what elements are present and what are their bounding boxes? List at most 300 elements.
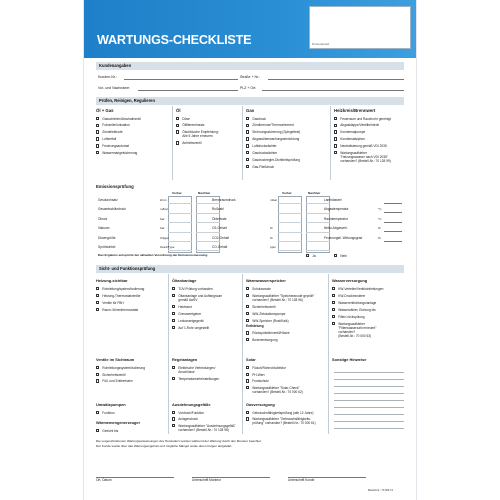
pruefen-item[interactable] [246, 130, 300, 134]
sicht-item[interactable] [96, 373, 126, 377]
sicht-item[interactable] [96, 411, 115, 415]
sicht-item[interactable] [246, 312, 285, 316]
sicht-item[interactable] [246, 294, 314, 302]
sicht-item[interactable] [96, 366, 145, 370]
pruefen-item[interactable] [246, 117, 266, 121]
hinweis-line[interactable] [334, 407, 404, 408]
emission-value-line[interactable] [384, 212, 402, 213]
checkbox-label: Grenzwertgeber [178, 311, 202, 316]
checkbox-label: Filter/-rückspülung [338, 314, 365, 319]
pruefen-item[interactable] [246, 123, 294, 127]
sicht-item[interactable] [172, 424, 236, 432]
pruefen-item[interactable] [176, 141, 201, 145]
checkbox[interactable] [96, 301, 99, 304]
sicht-item[interactable] [96, 308, 138, 312]
checkbox[interactable] [334, 151, 337, 154]
sicht-item[interactable] [332, 287, 383, 291]
emission-label: Gesdurchsatz [98, 198, 118, 202]
checkbox[interactable] [246, 411, 249, 414]
checkbox[interactable] [96, 117, 99, 120]
pruefen-item[interactable] [334, 123, 379, 127]
field-name[interactable] [138, 90, 238, 91]
checkbox[interactable] [246, 319, 249, 322]
checkbox[interactable] [96, 144, 99, 147]
emission-row-divider [196, 232, 220, 233]
emission-value-line[interactable] [384, 241, 402, 242]
checkbox[interactable] [334, 144, 337, 147]
checkbox-label: Flüsch/Rohrrohkollektor [252, 366, 286, 370]
field-kunden-nr[interactable] [124, 79, 238, 80]
result-nein-checkbox[interactable] [334, 254, 347, 258]
checkbox-label: Heizung-Thermostatventile [102, 293, 141, 298]
pruefen-item[interactable] [334, 137, 365, 141]
footer-note-1: Die vorgeschriebenen Wartungsanweisungen des Herstellers wurden während der Wartung durch den Monteur beachtet. [96, 439, 262, 443]
sicht-item[interactable] [246, 287, 271, 291]
emission-label: Lambdawert [324, 198, 342, 202]
sicht-item[interactable] [172, 287, 213, 291]
sicht-column-head: Wasserversorgung [332, 278, 368, 283]
checkbox[interactable] [246, 379, 249, 382]
order-number: Bestell-Nr.: 70 009 74 [368, 489, 393, 492]
checkbox-label: Elektrische Verbindungen/ Anschlüsse [178, 366, 216, 374]
emission-row-divider [306, 241, 330, 242]
checkbox[interactable] [332, 308, 335, 311]
sicht-item[interactable] [96, 294, 140, 298]
sicht-item[interactable] [332, 322, 376, 338]
pruefen-column-head: Gas [246, 108, 255, 113]
checkbox[interactable] [96, 151, 99, 154]
sicht-item[interactable] [332, 315, 365, 319]
checkbox[interactable] [332, 322, 335, 325]
sicht-column-head: Regelanlagen [172, 357, 198, 362]
pruefen-item[interactable] [176, 130, 219, 138]
checkbox[interactable] [172, 294, 175, 297]
pruefen-item[interactable] [246, 137, 299, 141]
pruefen-column-head: Öl + Gas [96, 108, 114, 113]
checkbox[interactable] [172, 411, 175, 414]
checkbox-label: Rohrleitungssystem/Isolierung [102, 366, 145, 370]
checkbox[interactable] [246, 366, 249, 369]
checkbox[interactable] [96, 366, 99, 369]
checkbox-label: Gasdruckwächter [252, 151, 278, 155]
column-divider [330, 106, 331, 180]
checkbox[interactable] [246, 151, 249, 154]
document-title: WARTUNGS-CHECKLISTE [97, 33, 252, 47]
emission-unit: bar [160, 216, 165, 221]
checkbox[interactable] [334, 117, 337, 120]
checkbox-label: Luftdruckwächter [252, 144, 277, 149]
pruefen-item[interactable] [96, 151, 137, 155]
label-unterschrift-kunde: Unterschrift Kunde [288, 478, 315, 482]
label-kunden-nr: Kunden-Nr.: [98, 75, 117, 79]
emission-value-line[interactable] [384, 222, 402, 223]
column-head-nachher: Nachher [308, 191, 321, 195]
emission-heading: Emissionsprüfung [96, 184, 134, 189]
hinweis-line[interactable] [334, 386, 404, 387]
emission-row-divider [278, 241, 302, 242]
emission-row-divider [168, 203, 192, 204]
checkbox[interactable] [96, 287, 99, 290]
checkbox-label: Gas-Fließdruck [252, 164, 275, 169]
checkbox[interactable] [246, 373, 249, 376]
pruefen-item[interactable] [334, 130, 365, 134]
pruefen-item[interactable] [96, 130, 123, 134]
company-stamp-box[interactable] [309, 6, 411, 49]
checkbox-label: Kondensatpumpe [340, 130, 366, 135]
sicht-item[interactable] [332, 294, 365, 298]
sicht-item[interactable] [246, 386, 303, 394]
pruefen-item[interactable] [246, 158, 300, 162]
nachher-column[interactable] [306, 196, 330, 253]
checkbox[interactable] [96, 308, 99, 311]
hinweis-line[interactable] [334, 428, 404, 429]
sicht-item[interactable] [96, 379, 133, 383]
emission-value-line[interactable] [384, 231, 402, 232]
sicht-item[interactable] [96, 287, 144, 291]
checkbox[interactable] [96, 379, 99, 382]
checkbox-label: Funktion [102, 410, 115, 415]
ausdehnung-head: Ausdehnungsgefäße [172, 402, 211, 407]
checkbox-label: TÜV-Prüfung vorhanden [178, 286, 213, 291]
checkbox[interactable] [246, 124, 249, 127]
checkbox-label: Auf 1-Rohr umgestellt [178, 325, 210, 330]
emission-value-line[interactable] [384, 203, 402, 204]
checkbox-label: Feuerungsautomat [102, 144, 130, 149]
emission-unit: m/bar [160, 207, 168, 212]
emission-row-divider [196, 222, 220, 223]
checkbox[interactable] [246, 287, 249, 290]
checkbox-label: Temperaturwerteinstellungen [178, 376, 220, 381]
checkbox[interactable] [176, 130, 179, 133]
checkbox[interactable] [96, 137, 99, 140]
checkbox-label: Sicherheitsventil [102, 372, 126, 377]
emission-unit: °C [378, 207, 382, 212]
emission-label: Gesamtschlitzdruck [98, 207, 126, 212]
emission-label: Abgastemperatur [324, 207, 349, 212]
emission-row-divider [278, 213, 302, 214]
pruefen-item[interactable] [96, 144, 129, 148]
label-ort-datum: Ort, Datum [96, 478, 112, 482]
checkbox[interactable] [176, 141, 179, 144]
sicht-column-head: Öltankanlage [172, 278, 197, 283]
column-divider [328, 274, 329, 434]
checkbox[interactable] [96, 429, 99, 432]
sicht-column-head: Solar [246, 357, 256, 362]
emission-unit: % [378, 226, 381, 231]
label-strasse: Straße + Nr.: [240, 75, 260, 79]
emission-row-divider [306, 250, 330, 251]
checkbox[interactable] [246, 386, 249, 389]
checkbox[interactable] [246, 417, 249, 420]
emission-unit: mbar [270, 198, 278, 202]
emission-row-divider [168, 213, 192, 214]
hinweis-line[interactable] [334, 393, 404, 394]
emission-unit: % [270, 226, 273, 231]
checkbox[interactable] [334, 137, 337, 140]
emission-label: Netto-Abgasverl. [324, 226, 348, 231]
field-plz-ort[interactable] [262, 90, 404, 91]
checkbox[interactable] [96, 411, 99, 414]
emission-result-text: Das Ergebnis entspricht der aktuellen Verordnung der Emissionsmessung [98, 253, 208, 257]
checkbox-label: Heizband [178, 304, 192, 309]
checkbox-label: Ja [312, 253, 316, 258]
sicht-column-head: Heizung-sichtbar [96, 278, 128, 283]
emission-label: Brennraumdruck [212, 198, 236, 202]
checkbox-label: Anlagendruck [178, 417, 198, 422]
sicht-item[interactable] [172, 417, 198, 421]
checkbox-label: Schutzanode [252, 286, 271, 291]
header-band [84, 0, 416, 58]
checkbox[interactable] [172, 305, 175, 308]
emission-unit: bar [160, 226, 165, 231]
checkbox-label: Gebrauchsfähigkeitsprüfung (alle 12 Jahre) [252, 410, 314, 415]
emission-unit: ppm [270, 245, 277, 249]
pruefen-item[interactable] [176, 117, 190, 121]
checkbox[interactable] [176, 124, 179, 127]
checkbox-label: Füll- und Entleerhahn [102, 379, 133, 384]
sicht-item[interactable] [246, 373, 264, 377]
checkbox[interactable] [172, 366, 175, 369]
checkbox[interactable] [172, 319, 175, 322]
emission-unit: l/min [160, 198, 167, 202]
checkbox[interactable] [332, 294, 335, 297]
pruefen-item[interactable] [176, 123, 204, 127]
sicht-item[interactable] [332, 308, 376, 312]
emission-label: Ölruck [98, 216, 108, 221]
emission-unit: % [378, 235, 381, 240]
pruefen-item[interactable] [96, 117, 141, 121]
checkbox-label: Raum-/Uhrenthermostate [102, 307, 139, 312]
checkbox[interactable] [246, 130, 249, 133]
column-head-vorher: Vorher [282, 191, 292, 195]
sicht-item[interactable] [246, 331, 290, 335]
checkbox-label: Rückspülsieb/ventil/Hösee [252, 331, 290, 336]
checkbox[interactable] [96, 294, 99, 297]
checkbox-label: Wasserzähler, Eichung bis [338, 307, 376, 312]
checkbox-label: Zündelektrode [102, 130, 123, 135]
pruefen-item[interactable] [246, 144, 277, 148]
checkbox-label: Fotozelle/Ionisation [102, 123, 130, 128]
emission-label: Düsengröße [98, 235, 116, 240]
emission-row-divider [306, 213, 330, 214]
hinweis-line[interactable] [334, 372, 404, 373]
checkbox[interactable] [332, 315, 335, 318]
sicht-item[interactable] [246, 338, 277, 342]
umwaelz-head: Umwälzpumpen [96, 402, 126, 407]
checkbox-label: Ölfilterereinsatz [182, 123, 205, 128]
label-name: Vor- und Nachname: [98, 86, 131, 90]
checkbox-label: Wartungsaufkleber "Solar-Check" vorhanden? (Bestell-Nr.: 70 000 62) [252, 385, 303, 394]
emission-row-divider [278, 203, 302, 204]
checkbox-label: WW-Zirkulationspumpe [252, 311, 286, 316]
checkbox-label: Wartungsaufkleber "Filterwasserzahl erneuert" vorhanden? (Bestell-Nr.: 70 000 63) [338, 321, 377, 338]
sicht-column-head: Ventile im Sichtraum [96, 357, 135, 362]
emission-unit: Grad/Type [160, 245, 175, 249]
checkbox[interactable] [334, 124, 337, 127]
checkbox-label: Antriebsventil [182, 141, 202, 146]
hinweis-line[interactable] [334, 400, 404, 401]
sicht-item[interactable] [172, 326, 209, 330]
pruefen-item[interactable] [96, 137, 116, 141]
emission-row-divider [278, 250, 302, 251]
checkbox[interactable] [96, 130, 99, 133]
hinweis-line[interactable] [334, 421, 404, 422]
checkbox[interactable] [172, 424, 175, 427]
checklist-sheet [84, 0, 416, 500]
pruefen-item[interactable] [334, 117, 391, 121]
checkbox-label: KW-Verteiler/Ventilrohrleitungen [338, 286, 384, 291]
checkbox-label: Abgasklappe/Ventilbehörde [340, 123, 380, 128]
pruefen-column-head: Heizkreis/Brennwert [334, 108, 376, 113]
emission-label: CO2-Gehalt [212, 235, 230, 240]
checkbox-label: Feuerraum und Rauchrohr gereinigt [340, 116, 391, 121]
gasversorgung-head: Gasversorgung [246, 402, 275, 407]
emission-label: CO-Gehalt [212, 245, 228, 249]
emission-row-divider [306, 232, 330, 233]
emission-row-divider [306, 222, 330, 223]
checkbox-label: Gasdruckregler-Dichtheitsprüfung [252, 157, 300, 162]
sicht-item[interactable] [96, 301, 124, 305]
pruefen-item[interactable] [246, 151, 277, 155]
column-divider [242, 274, 243, 434]
emission-unit: % [270, 235, 273, 240]
checkbox[interactable] [246, 158, 249, 161]
sicht-item[interactable] [246, 379, 269, 383]
checkbox[interactable] [96, 124, 99, 127]
sicht-item[interactable] [246, 411, 313, 415]
emission-row-divider [306, 203, 330, 204]
sicht-item[interactable] [332, 301, 376, 305]
checkbox[interactable] [306, 254, 309, 257]
label-unterschrift-monteur: Unterschrift Monteur [192, 478, 221, 482]
checkbox-label: Abgassöberwachungseinrichtung [252, 137, 300, 142]
checkbox[interactable] [332, 301, 335, 304]
sicht-item[interactable] [96, 429, 118, 433]
checkbox-label: Frostschutz [252, 379, 269, 384]
emission-label: Vakuum [98, 226, 110, 231]
checkbox-label: Gasschieber/Abschaltventil [102, 116, 141, 121]
checkbox[interactable] [246, 312, 249, 315]
sicht-item[interactable] [172, 319, 203, 323]
checkbox[interactable] [176, 117, 179, 120]
checkbox[interactable] [172, 326, 175, 329]
pruefen-item[interactable] [96, 123, 130, 127]
checkbox-label: Ventile für FBH [102, 300, 124, 305]
emission-label: Rußzahl [212, 207, 224, 212]
column-head-vorher: Vorher [172, 191, 182, 195]
emission-label: Ölderivate [212, 216, 227, 221]
checkbox[interactable] [246, 338, 249, 341]
sicht-item[interactable] [246, 305, 276, 309]
checkbox-label: Neutralisierung gemäß VDI 2035 [340, 144, 387, 149]
checkbox[interactable] [332, 287, 335, 290]
checkbox-label: Luftzerfall [102, 137, 117, 142]
section-pruefen: Prüfen, Reinigen, Regulieren [96, 97, 404, 105]
emission-label: O2-Gehalt [212, 226, 227, 231]
checkbox-label: Wartungsaufkleber "Ausdehnungsgefäß" vorhanden? (Bestell-Nr.: 70 128 98) [178, 423, 236, 432]
checkbox[interactable] [246, 331, 249, 334]
section-kundenangaben: Kundenangaben [96, 62, 404, 70]
checkbox-label: PH-Wert [252, 372, 265, 377]
sicht-item[interactable] [172, 377, 219, 381]
checkbox-label: Vordruck/Funktion [178, 410, 204, 415]
emission-label: Sprühwinkel [98, 245, 116, 249]
checkbox[interactable] [246, 144, 249, 147]
sicht-item[interactable] [172, 312, 201, 316]
column-head-nachher: Nachher [198, 191, 211, 195]
emission-label: Feuerungstl. Wirkungsgrad [324, 235, 363, 240]
vorher-column[interactable] [278, 196, 302, 253]
checkbox[interactable] [246, 117, 249, 120]
checkbox-label: WW-Speicher (Rost/Kalk) [252, 318, 289, 323]
checkbox[interactable] [246, 137, 249, 140]
label-plz-ort: PLZ + Ort: [240, 86, 257, 90]
checkbox-label: Zündbrenner/Thermoelement [252, 123, 294, 128]
field-strasse[interactable] [268, 79, 404, 80]
pruefen-item[interactable] [246, 165, 274, 169]
sicht-item[interactable] [172, 411, 204, 415]
emission-row-divider [278, 232, 302, 233]
checkbox[interactable] [172, 417, 175, 420]
pruefen-column-head: Öl [176, 108, 181, 113]
emission-row-divider [196, 203, 220, 204]
checkbox-label: Rohrleitung/system/Isolierung [102, 286, 145, 291]
checkbox-label: Wartungsaufkleber "Gebrauchsfähigkeits- prüfung" vorhanden? (Bestell-Nr.: 70 000 61) [252, 417, 316, 426]
sicht-item[interactable] [172, 305, 192, 309]
checkbox-label: Kondensatsiphon [340, 137, 365, 142]
checkbox[interactable] [246, 294, 249, 297]
sicht-item[interactable] [172, 366, 215, 374]
sicht-item[interactable] [172, 294, 222, 302]
sicht-item[interactable] [246, 366, 286, 370]
checkbox[interactable] [334, 254, 337, 257]
checkbox[interactable] [172, 312, 175, 315]
hinweis-line[interactable] [334, 414, 404, 415]
checkbox[interactable] [334, 130, 337, 133]
checkbox[interactable] [246, 165, 249, 168]
sicht-column-head: Warmwasserspeicher [246, 278, 286, 283]
emission-label: Raumtemperatur [324, 216, 348, 221]
sicht-item[interactable] [246, 417, 316, 425]
stamp-label: Firmenstempel [312, 42, 330, 46]
emission-row-divider [168, 250, 192, 251]
section-sicht: Sicht- und Funktionsprüfung [96, 265, 404, 273]
column-divider [242, 106, 243, 180]
checkbox[interactable] [172, 377, 175, 380]
checkbox[interactable] [246, 305, 249, 308]
hinweis-line[interactable] [334, 379, 404, 380]
sicht-column-head: Sonstige Hinweise [332, 357, 367, 362]
pruefen-item[interactable] [334, 151, 391, 163]
checkbox[interactable] [96, 373, 99, 376]
result-ja-checkbox[interactable] [306, 254, 316, 258]
sicht-subhead-enthaertung: Enthärtung [246, 324, 264, 329]
checkbox-label: Wartungsaufkleber "Speicheranode geprüft" vorhanden? (Bestell-Nr.: 70 128 96) [252, 293, 315, 302]
checkbox-label: Strömungssicherung (Spiegeltest) [252, 130, 301, 135]
checkbox[interactable] [172, 287, 175, 290]
checkbox-label: Ölschläuche Empfehlung: Alle 5 Jahre erneuern [182, 130, 219, 139]
emission-row-divider [196, 250, 220, 251]
pruefen-item[interactable] [334, 144, 387, 148]
sicht-item[interactable] [246, 319, 289, 323]
emission-unit: °C [378, 216, 382, 221]
checkbox-label: Sicherheitsventil [252, 304, 276, 309]
checkbox-label: Wasserenthärtungs/anlage [338, 300, 377, 305]
checkbox-label: Öltankanlage und Auffangraum gemäß AwSV [178, 293, 223, 302]
emission-row-divider [168, 232, 192, 233]
checkbox-label: Düse [182, 116, 190, 121]
waermemengen-head: Wärmemengenerzeuger [96, 420, 141, 425]
